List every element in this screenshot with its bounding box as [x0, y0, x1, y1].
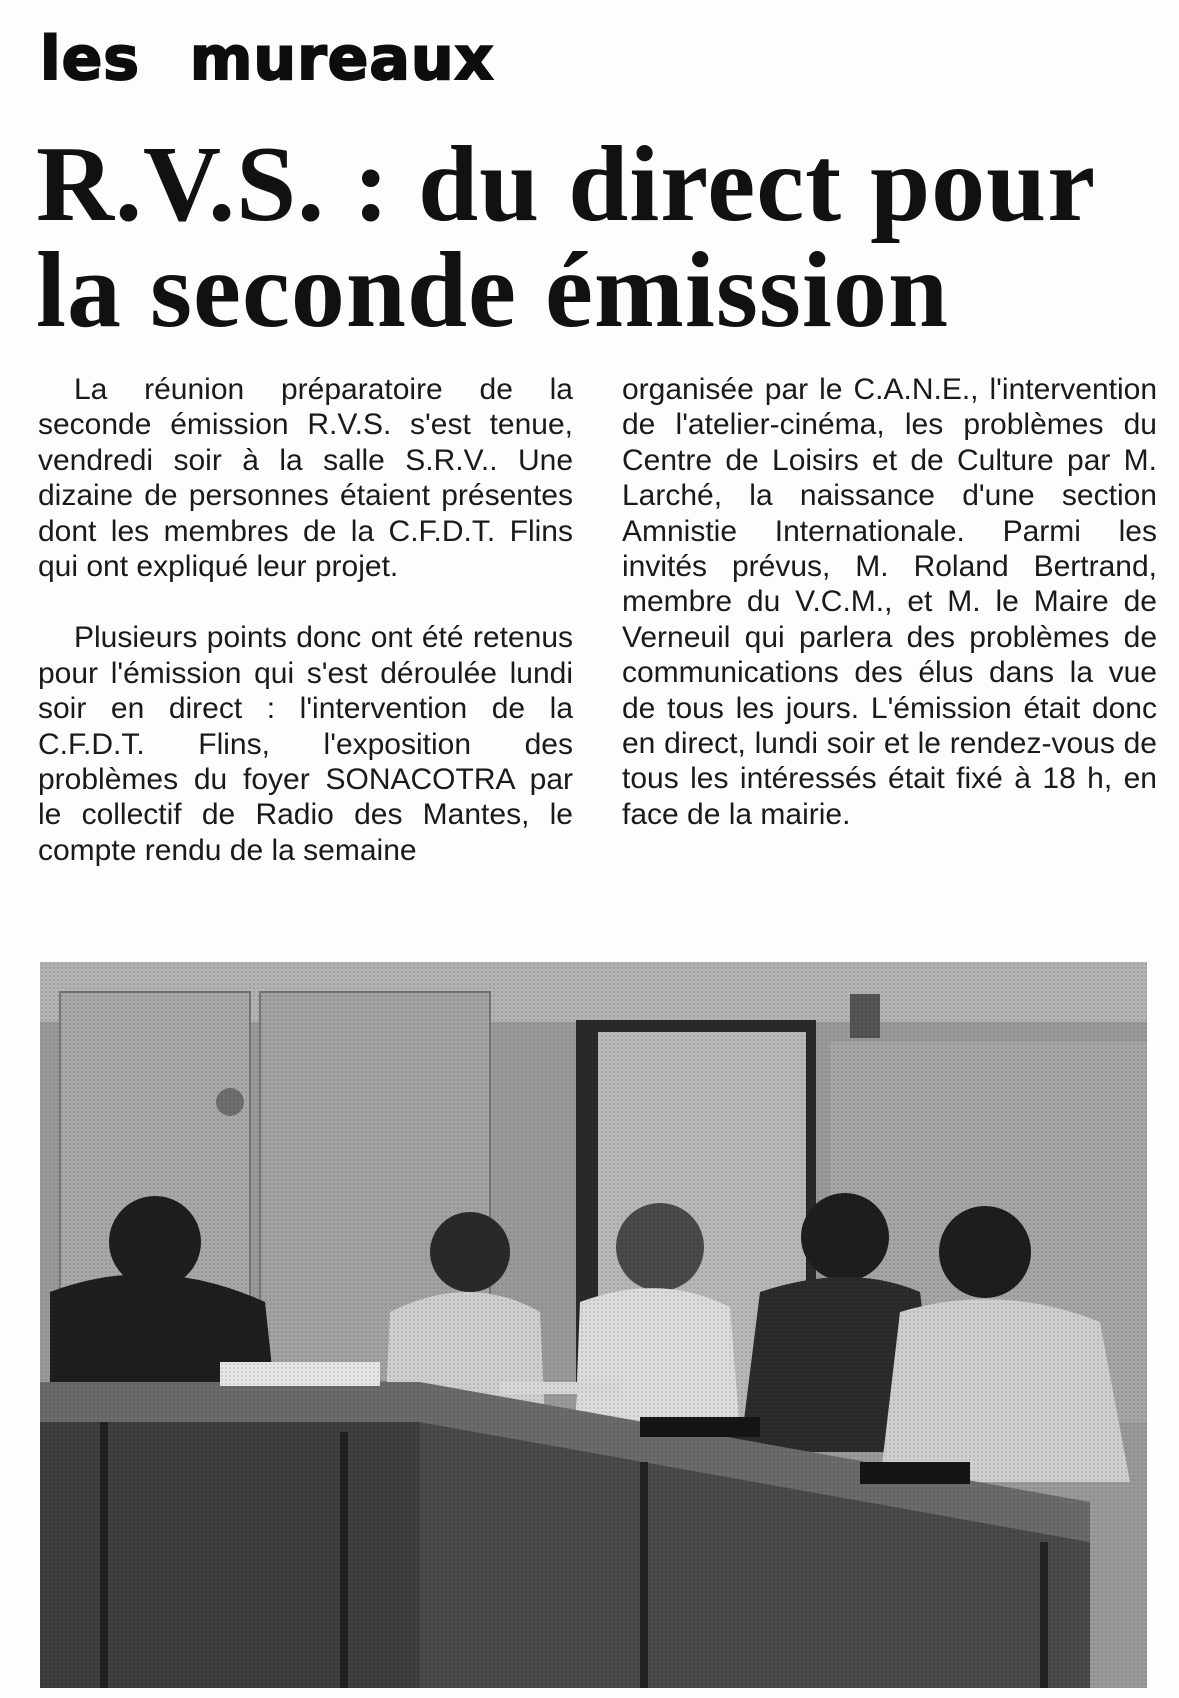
article-paragraph-1: La réunion préparatoire de la seconde émission R.V.S. s'est tenue, vendredi soir à la salle S.R.V.. Une dizaine de personnes étaient présentes dont les membres de la C.F.D.T. Flins qui ont expliqué leur projet. — [38, 373, 573, 584]
article-paragraph-2: Plusieurs points donc ont été retenus pour l'émission qui s'est déroulée lundi soir en direct : l'intervention de la C.F.D.T. Flins, l'exposition des problèmes du foyer SONACOTRA par le collectif de Radio des Mantes, le compte rendu de la semaine — [38, 621, 573, 867]
headline-line-1: R.V.S. : du direct pour — [36, 125, 1097, 244]
meeting-photo-illustration — [40, 962, 1147, 1688]
article-column-left — [38, 372, 573, 868]
article-paragraph-3: organisée par le C.A.N.E., l'intervention de l'atelier-cinéma, les problèmes du Centre de Loisirs et de Culture par M. Larché, la naissance d'une section Amnistie Internationale. Parmi les invités prévus, M. Roland Bertrand, membre du V.C.M., et M. le Maire de Verneuil qui parlera des problèmes de communications des élus dans la vue de tous les jours. L'émission était donc en direct, lundi soir et le rendez-vous de tous les intéressés était fixé à 18 h, en face de la mairie. — [622, 373, 1157, 831]
meeting-photo — [40, 962, 1147, 1688]
headline — [36, 125, 1156, 350]
headline-line-2: la seconde émission — [36, 231, 950, 350]
article-column-right — [622, 372, 1157, 832]
section-kicker: les mureaux — [40, 24, 495, 94]
